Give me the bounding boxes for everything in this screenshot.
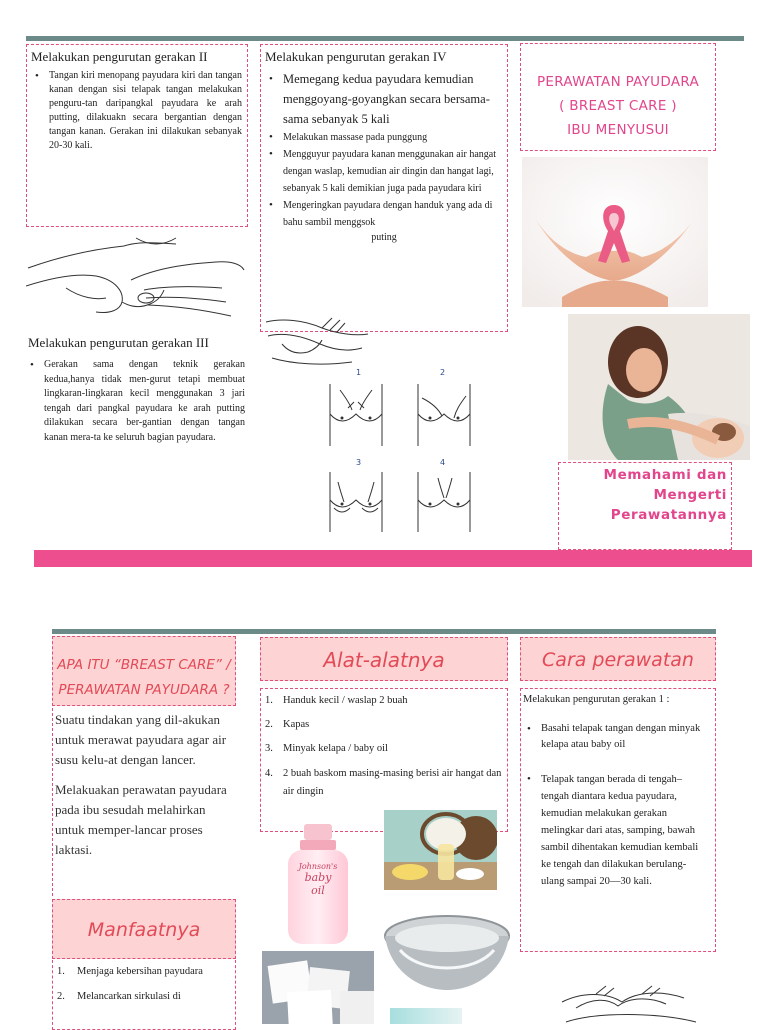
care-header-label: Cara perawatan	[542, 649, 694, 671]
subtitle-line-2: Mengerti	[653, 487, 727, 503]
list-number: 2.	[265, 719, 273, 730]
gerakan-4-box	[260, 44, 508, 332]
care-steps-list	[523, 721, 709, 890]
torso-figure-1	[320, 378, 392, 448]
list-number: 1.	[265, 695, 273, 706]
cotton-pads-image	[262, 951, 374, 1024]
massage-illustration-2	[26, 228, 248, 323]
list-text: Handuk kecil / waslap 2 buah	[283, 695, 408, 706]
gerakan-4-title: Melakukan pengurutan gerakan IV	[265, 49, 447, 64]
list-item: • Tangan kiri menopang payudara kiri dan tangan kanan dengan sisi telapak tangan melakukan penguru-tan daripangkal payudara ke arah putting, dilakuakn secara bergantian dengan tangan kanan. Gerakan ini dilakukan sebanyak 20-30 kali.	[31, 69, 242, 153]
cover-title-box	[520, 43, 716, 151]
list-item: • Melakukan massase pada punggung	[265, 129, 503, 146]
figure-number-2: 2	[440, 368, 446, 377]
gerakan-2-title: Melakukan pengurutan gerakan II	[31, 49, 208, 64]
tools-list	[263, 693, 503, 801]
list-item: • Mengguyur payudara kanan menggunakan air hangat dengan waslap, kemudian air dingin dan hangat lagi, sebanyak 5 kali demikian juga pada payudara kiri	[265, 146, 503, 197]
list-item: • Mengeringkan payudara dengan handuk yang ada di bahu sambil menggsok	[265, 197, 503, 231]
subtitle-line-1: Memahami dan	[603, 467, 727, 483]
list-number: 4.	[265, 768, 273, 779]
gerakan-1-title: Melakukan pengurutan gerakan 1 :	[523, 694, 670, 705]
benefit-list-box	[52, 960, 236, 1030]
oil-type-label: baby	[304, 871, 332, 884]
massage-illustration-1	[556, 982, 706, 1024]
towel-image-partial	[390, 1008, 462, 1024]
list-text: 2 buah baskom masing-masing berisi air hangat dan air dingin	[283, 768, 502, 797]
torso-figure-2	[408, 378, 480, 448]
gerakan-3-list	[26, 358, 248, 445]
list-item	[263, 741, 503, 756]
oil-word-label: oil	[311, 884, 325, 897]
what-is-header-line-2: PERAWATAN PAYUDARA ?	[58, 682, 230, 698]
tools-header-label: Alat-alatnya	[323, 648, 445, 672]
cover-title-line-3: IBU MENYUSUI	[567, 122, 669, 138]
list-item	[57, 987, 231, 1006]
gerakan-4-list	[265, 69, 503, 231]
list-item: • Gerakan sama dengan teknik gerakan kedua,hanya tidak men-gurut tetapi membuat lingkaran-lingkaran kecil menggunakan 3 jari tengah dari pangkal payudara ke arah putting dilakukan secara ber-gantian dengan tangan kanan mera-ta ke seluruh bagian payudara.	[26, 358, 245, 445]
care-steps-box	[520, 688, 716, 952]
benefit-list	[57, 962, 231, 1006]
list-number: 3.	[265, 743, 273, 754]
cover-title-line-1: PERAWATAN PAYUDARA	[536, 74, 700, 90]
benefit-header	[52, 899, 236, 959]
gerakan-4-last-line: puting	[371, 232, 397, 243]
list-text: Menjaga kebersihan payudara	[77, 966, 203, 977]
list-item	[263, 765, 503, 801]
gerakan-2-list	[31, 69, 242, 153]
pink-divider-bar	[34, 550, 752, 567]
gerakan-2-box	[26, 44, 248, 227]
gerakan-3-box	[26, 334, 248, 445]
list-text: Melancarkan sirkulasi di	[77, 991, 181, 1002]
gerakan-3-title: Melakukan pengurutan gerakan III	[28, 335, 209, 350]
figure-number-3: 3	[356, 458, 362, 467]
hands-ribbon-image	[522, 157, 708, 307]
cover-title-line-2: ( BREAST CARE )	[559, 98, 677, 114]
list-item	[57, 962, 231, 981]
what-is-paragraph-2: Melakuakan perawatan payudara pada ibu sesudah melahirkan untuk memper-lancar proses laktasi.	[55, 782, 227, 857]
what-is-text-box	[52, 708, 236, 896]
what-is-header	[52, 636, 236, 706]
list-item: • Memegang kedua payudara kemudian menggoyang-goyangkan secara bersama-sama sebanyak 5 kali	[265, 69, 503, 129]
subtitle-line-3: Perawatannya	[610, 507, 727, 523]
list-number: 2.	[57, 991, 65, 1002]
what-is-header-line-1: APA ITU “BREAST CARE” /	[57, 657, 231, 673]
cover-subtitle-box	[558, 462, 732, 550]
breastfeeding-mother-image	[568, 314, 750, 460]
bottom-top-divider-bar	[52, 629, 716, 634]
baby-oil-image	[282, 822, 354, 946]
list-item	[263, 693, 503, 708]
metal-basin-image	[380, 900, 514, 998]
coconut-oil-image	[384, 810, 497, 890]
torso-figure-3	[320, 468, 392, 534]
oil-brand-label: Johnson's	[298, 862, 338, 871]
figure-number-4: 4	[440, 458, 446, 467]
care-header	[520, 637, 716, 681]
list-item: • Basahi telapak tangan dengan minyak kelapa atau baby oil	[523, 721, 709, 753]
figure-number-1: 1	[356, 368, 362, 377]
torso-figure-4	[408, 468, 480, 534]
benefit-header-label: Manfaatnya	[87, 919, 201, 941]
list-item	[263, 717, 503, 732]
top-divider-bar	[26, 36, 744, 41]
tools-header	[260, 637, 508, 681]
list-number: 1.	[57, 966, 65, 977]
list-item: • Telapak tangan berada di tengah– tengah diantara kedua payudara, kemudian melakukan gerakan melingkar dari atas, samping, bawah sambil dihentakan kemudian kembali ke tengah dan dilakukan berulang-ulang sampai 20—30 kali.	[523, 771, 709, 890]
what-is-paragraph-1: Suatu tindakan yang dil-akukan untuk merawat payudara agar air susu kelu-at dengan lancer.	[55, 712, 227, 767]
figure-grid	[300, 364, 500, 534]
list-text: Kapas	[283, 719, 310, 730]
list-text: Minyak kelapa / baby oil	[283, 743, 388, 754]
